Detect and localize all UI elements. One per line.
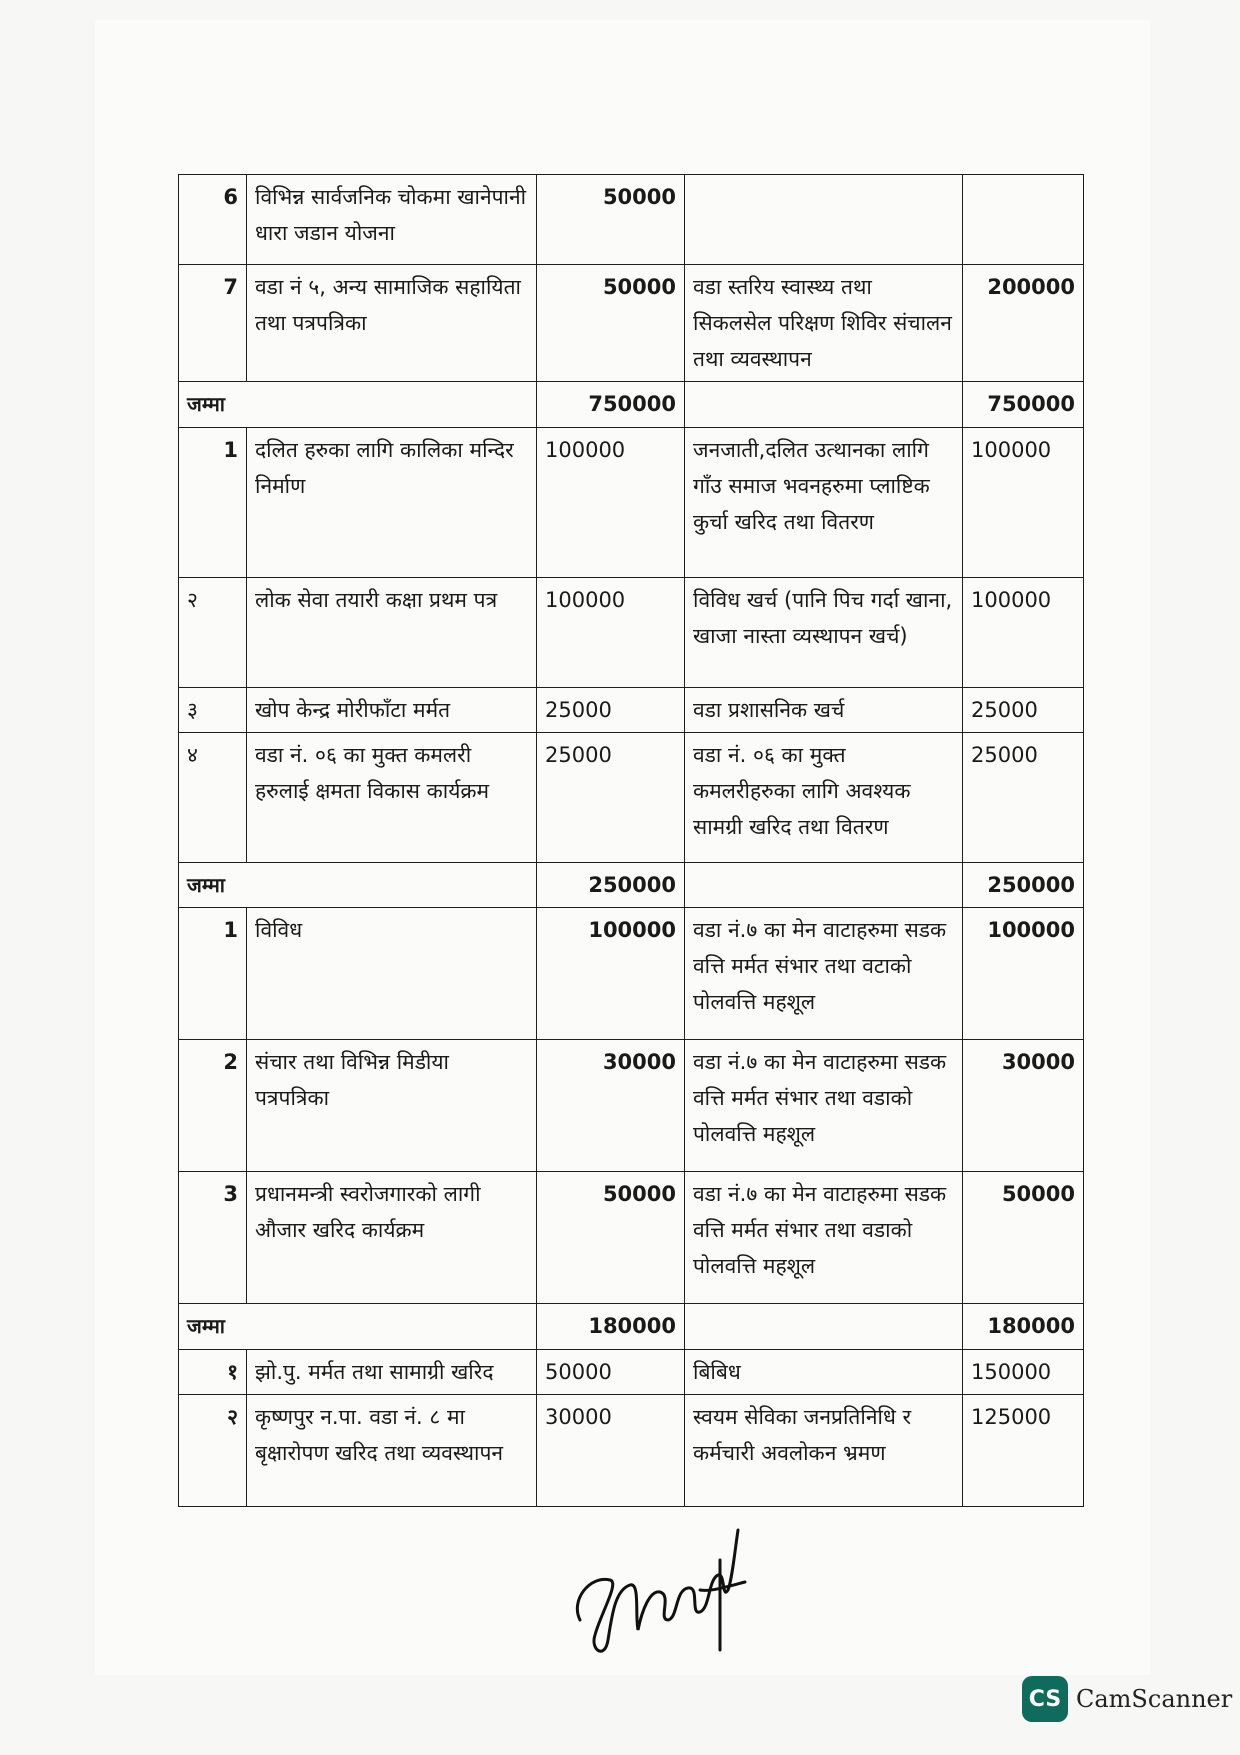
program-name: लोक सेवा तयारी कक्षा प्रथम पत्र xyxy=(247,578,537,688)
program-name: संचार तथा विभिन्न मिडीया पत्रपत्रिका xyxy=(247,1040,537,1172)
program-amount: 100000 xyxy=(537,908,685,1040)
table-row xyxy=(179,1040,1084,1172)
program-amount: 30000 xyxy=(537,1395,685,1507)
program-amount: 50000 xyxy=(537,265,685,382)
serial-number: 3 xyxy=(179,1172,247,1304)
total-label: जम्मा xyxy=(179,1304,537,1350)
activity-name: बिबिध xyxy=(685,1350,963,1395)
table-row xyxy=(179,578,1084,688)
budget-table xyxy=(178,174,1084,1507)
activity-name: वडा नं.७ का मेन वाटाहरुमा सडक वत्ति मर्मत संभार तथा वडाको पोलवत्ति महशूल xyxy=(685,1040,963,1172)
total-amount: 250000 xyxy=(537,863,685,908)
program-amount: 100000 xyxy=(537,578,685,688)
table-row xyxy=(179,1172,1084,1304)
program-amount: 50000 xyxy=(537,175,685,265)
table-row xyxy=(179,265,1084,382)
table-row xyxy=(179,428,1084,578)
activity-name: वडा नं.७ का मेन वाटाहरुमा सडक वत्ति मर्मत संभार तथा वडाको पोलवत्ति महशूल xyxy=(685,1172,963,1304)
empty-cell xyxy=(685,863,963,908)
activity-name: वडा नं. ०६ का मुक्त कमलरीहरुका लागि अवश्यक सामग्री खरिद तथा वितरण xyxy=(685,733,963,863)
program-amount: 50000 xyxy=(537,1172,685,1304)
program-name: प्रधानमन्त्री स्वरोजगारको लागी औजार खरिद कार्यक्रम xyxy=(247,1172,537,1304)
empty-cell xyxy=(685,1304,963,1350)
serial-number: ३ xyxy=(179,688,247,733)
activity-name: वडा स्तरिय स्वास्थ्य तथा सिकलसेल परिक्षण शिविर संचालन तथा व्यवस्थापन xyxy=(685,265,963,382)
total-row xyxy=(179,863,1084,908)
camscanner-watermark xyxy=(1022,1676,1232,1722)
program-amount: 100000 xyxy=(537,428,685,578)
activity-amount: 200000 xyxy=(963,265,1084,382)
program-amount: 30000 xyxy=(537,1040,685,1172)
total-row xyxy=(179,382,1084,428)
serial-number: 1 xyxy=(179,428,247,578)
activity-name: वडा प्रशासनिक खर्च xyxy=(685,688,963,733)
serial-number: १ xyxy=(179,1350,247,1395)
activity-name: जनजाती,दलित उत्थानका लागि गाँउ समाज भवनहरुमा प्लाष्टिक कुर्चा खरिद तथा वितरण xyxy=(685,428,963,578)
signature xyxy=(560,1520,760,1670)
activity-amount: 125000 xyxy=(963,1395,1084,1507)
program-amount: 25000 xyxy=(537,733,685,863)
total-amount: 250000 xyxy=(963,863,1084,908)
serial-number: २ xyxy=(179,1395,247,1507)
activity-amount: 150000 xyxy=(963,1350,1084,1395)
activity-amount: 100000 xyxy=(963,428,1084,578)
program-amount: 25000 xyxy=(537,688,685,733)
serial-number: २ xyxy=(179,578,247,688)
total-amount: 180000 xyxy=(537,1304,685,1350)
activity-name: वडा नं.७ का मेन वाटाहरुमा सडक वत्ति मर्मत संभार तथा वटाको पोलवत्ति महशूल xyxy=(685,908,963,1040)
activity-amount: 30000 xyxy=(963,1040,1084,1172)
program-name: विभिन्न सार्वजनिक चोकमा खानेपानी धारा जडान योजना xyxy=(247,175,537,265)
program-amount: 50000 xyxy=(537,1350,685,1395)
total-amount: 750000 xyxy=(537,382,685,428)
table-row xyxy=(179,908,1084,1040)
serial-number: 1 xyxy=(179,908,247,1040)
table-row xyxy=(179,175,1084,265)
program-name: वडा नं ५, अन्य सामाजिक सहायिता तथा पत्रपत्रिका xyxy=(247,265,537,382)
activity-amount: 100000 xyxy=(963,578,1084,688)
serial-number: 6 xyxy=(179,175,247,265)
total-amount: 180000 xyxy=(963,1304,1084,1350)
activity-amount: 25000 xyxy=(963,688,1084,733)
total-row xyxy=(179,1304,1084,1350)
program-name: दलित हरुका लागि कालिका मन्दिर निर्माण xyxy=(247,428,537,578)
program-name: वडा नं. ०६ का मुक्त कमलरी हरुलाई क्षमता विकास कार्यक्रम xyxy=(247,733,537,863)
activity-amount xyxy=(963,175,1084,265)
activity-name: विविध खर्च (पानि पिच गर्दा खाना, खाजा नास्ता व्यस्थापन खर्च) xyxy=(685,578,963,688)
activity-amount: 50000 xyxy=(963,1172,1084,1304)
program-name: खोप केन्द्र मोरीफाँटा मर्मत xyxy=(247,688,537,733)
table-row xyxy=(179,733,1084,863)
activity-name: स्वयम सेविका जनप्रतिनिधि र कर्मचारी अवलोकन भ्रमण xyxy=(685,1395,963,1507)
program-name: विविध xyxy=(247,908,537,1040)
camscanner-logo-icon: CS xyxy=(1022,1676,1068,1722)
program-name: झो.पु. मर्मत तथा सामाग्री खरिद xyxy=(247,1350,537,1395)
total-amount: 750000 xyxy=(963,382,1084,428)
table-row xyxy=(179,1395,1084,1507)
camscanner-label: CamScanner xyxy=(1076,1685,1233,1713)
activity-amount: 100000 xyxy=(963,908,1084,1040)
table-row xyxy=(179,1350,1084,1395)
serial-number: ४ xyxy=(179,733,247,863)
total-label: जम्मा xyxy=(179,863,537,908)
program-name: कृष्णपुर न.पा. वडा नं. ८ मा बृक्षारोपण खरिद तथा व्यवस्थापन xyxy=(247,1395,537,1507)
activity-name xyxy=(685,175,963,265)
serial-number: 7 xyxy=(179,265,247,382)
table-row xyxy=(179,688,1084,733)
total-label: जम्मा xyxy=(179,382,537,428)
serial-number: 2 xyxy=(179,1040,247,1172)
activity-amount: 25000 xyxy=(963,733,1084,863)
empty-cell xyxy=(685,382,963,428)
